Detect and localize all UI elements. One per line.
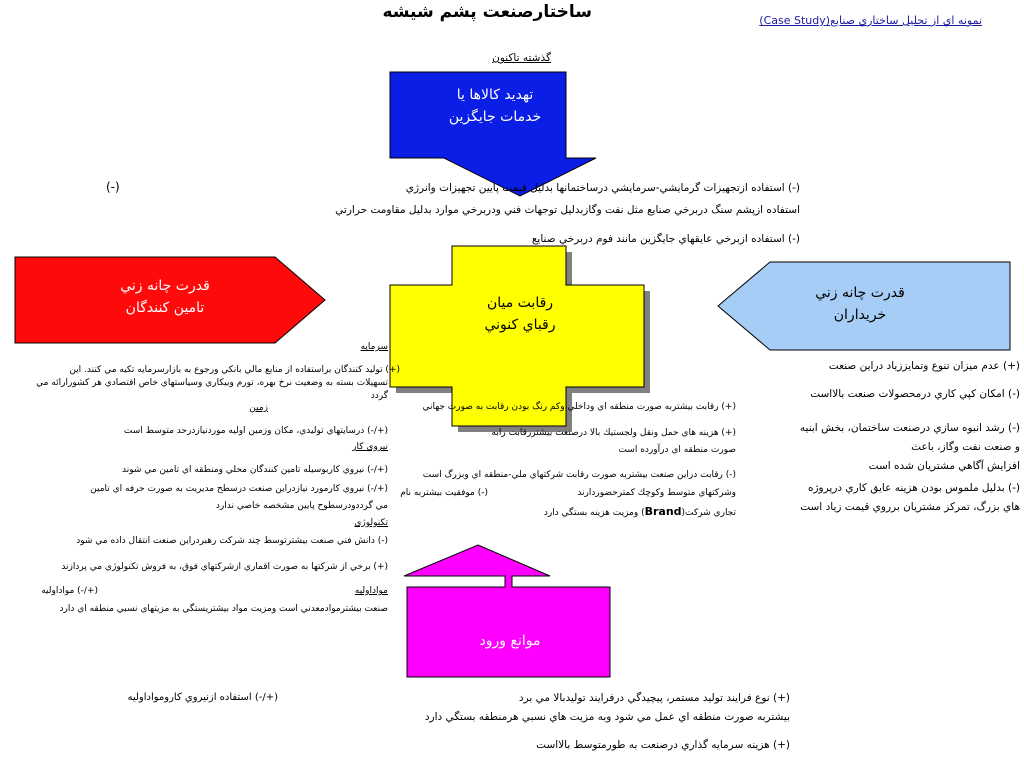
buyer-note-7: هاي بزرگ، تمركز مشتريان برروي قيمت زياد است bbox=[800, 501, 1020, 513]
materials-heading: مواداوليه bbox=[354, 586, 388, 596]
rivalry-note-5: وشركتهاي متوسط وكوچك كمترحضوردارند bbox=[577, 488, 736, 498]
buyers-label bbox=[785, 282, 935, 327]
supplier-note-6: (+/-) نيروي كارمورد نيازدراين صنعت درسطح مديريت به صورت حرفه اي تامين bbox=[90, 484, 388, 494]
supplier-note-10: (+/-) مواداوليه bbox=[41, 586, 98, 596]
suppliers-label-line1: قدرت چانه زني bbox=[120, 278, 210, 294]
buyer-note-6: (-) بدليل ملموس بودن هزينه عايق كاري درپروژه bbox=[807, 482, 1020, 494]
buyer-note-2: (-) امكان كپي كاري درمحصولات صنعت بالااست bbox=[810, 388, 1020, 400]
buyer-note-4: و صنعت نفت وگاز، باعث bbox=[911, 441, 1020, 453]
rivalry-label-line2: رقباي كنوني bbox=[484, 317, 556, 334]
case-study-link[interactable]: نمونه اي از تحليل ساختاري صنايع(Case Study) bbox=[759, 14, 982, 27]
buyers-label-line2: خريداران bbox=[833, 307, 887, 324]
entry-note-2: بيشتربه صورت منطقه اي عمل مي شود وبه مزيت هاي نسبي هرمنطقه بستگي دارد bbox=[424, 711, 790, 723]
supplier-note-9: (+) برخي از شركتها به صورت اقماري ازشركتهاي فوق، به فروش تكنولوژي مي پردازند bbox=[61, 562, 388, 572]
rivalry-note-6 bbox=[544, 505, 736, 519]
technology-heading: تكنولوژي bbox=[354, 518, 388, 528]
supplier-note-2: تسهيلات بسته به وضعيت نرخ بهره، تورم وبيكاري وسياستهاي خاص اقتصادي هر كشورارائه مي bbox=[36, 378, 388, 388]
supplier-note-8: (-) دانش فني صنعت بيشترتوسط چند شركت رهبردراين صنعت انتقال داده مي شود bbox=[76, 536, 388, 546]
entry-note-1: (+) نوع فرايند توليد مستمر، پيچيدگي درفرايند توليدبالا مي برد bbox=[518, 692, 790, 704]
rivalry-note-6c: ) ومزيت هزينه بستگي دارد bbox=[543, 508, 645, 518]
threat-note-1: (-) استفاده ازتجهيزات گرمايشي-سرمايشي درساختمانها بدليل قيمت پايين تجهيزات وانرژي bbox=[405, 182, 800, 194]
rivalry-note-4: (-) رقابت دراين صنعت بيشتربه صورت رقابت شركتهاي ملي-منطقه اي وبزرگ است bbox=[422, 470, 736, 480]
supplier-note-12: (+/-) استفاده ازنيروي كارومواداوليه bbox=[127, 692, 278, 703]
page-title: ساختارصنعت پشم شيشه bbox=[382, 2, 592, 22]
land-heading: زمين bbox=[249, 403, 268, 413]
buyer-note-5: افزايش آگاهي مشتريان شده است bbox=[868, 460, 1020, 472]
rivalry-label-line1: رقابت ميان bbox=[486, 295, 554, 311]
labor-heading: نيروي كار bbox=[352, 442, 388, 452]
threat-note-2: استفاده ازپشم سنگ دربرخي صنايع مثل نفت وگازبدليل توجهات فني ودربرخي موارد بدليل مقاومت حرارتي bbox=[335, 204, 800, 216]
suppliers-label bbox=[90, 275, 240, 320]
buyers-label-line1: قدرت چانه زني bbox=[815, 285, 905, 301]
supplier-note-3: گردد bbox=[370, 391, 388, 401]
rivalry-note-2: (+) هزينه هاي حمل ونقل ولجستيك بالا درصنعت بيشتررقابت رابه bbox=[491, 428, 736, 438]
buyer-note-3: (-) رشد انبوه سازي درصنعت ساختمان، بخش ابنيه bbox=[799, 422, 1020, 434]
rivalry-note-7: (-) موفقيت بيشتربه نام bbox=[400, 488, 488, 498]
supplier-note-1: (+) توليد كنندگان براستفاده از منابع مالي بانكي ورجوع به بازارسرمايه تكيه مي كنند. اين bbox=[69, 365, 400, 375]
rivalry-note-6a: تجاري شركت( bbox=[681, 508, 736, 518]
suppliers-label-line2: تامين كنندگان bbox=[125, 300, 205, 317]
brand-word: Brand bbox=[644, 505, 682, 518]
rivalry-note-3: صورت منطقه اي درآورده است bbox=[618, 445, 736, 455]
capital-heading: سرمايه bbox=[360, 342, 388, 352]
entry-label-line1: موانع ورود bbox=[479, 633, 541, 649]
history-label: گذشته تاكنون bbox=[492, 52, 551, 64]
entry-note-3: (+) هزينه سرمايه گذاري درصنعت به طورمتوسط بالااست bbox=[536, 739, 790, 751]
supplier-note-11: صنعت بيشترموادمعدني است ومزيت مواد بيشتريستگي به مزيتهاي نسبي منطقه اي دارد bbox=[59, 604, 388, 614]
rivalry-label bbox=[440, 292, 600, 337]
threat-label-line2: خدمات جايگزين bbox=[448, 109, 542, 126]
supplier-note-5: (+/-) نيروي كاربوسيله تامين كنندگان محلي ومنطقه اي تامين مي شوند bbox=[121, 465, 388, 475]
entry-label bbox=[420, 630, 600, 652]
threat-label bbox=[420, 84, 570, 129]
threat-minus-marker: (-) bbox=[106, 180, 120, 194]
rivalry-note-1: (+) رقابت بيشتربه صورت منطقه اي وداخلي وكم رنگ بودن رقابت به صورت جهاني bbox=[422, 402, 736, 412]
entry-arrow-shape bbox=[404, 545, 610, 677]
buyer-note-1: (+) عدم ميزان تنوع وتمايززياد دراين صنعت bbox=[828, 360, 1020, 372]
threat-note-3: (-) استفاده ازبرخي عايقهاي جايگزين مانند فوم دربرخي صنايع bbox=[531, 233, 800, 245]
supplier-note-7: مي گرددودرسطوح پايين مشخصه خاصي ندارد bbox=[215, 501, 388, 511]
threat-label-line1: تهديد كالاها يا bbox=[456, 87, 534, 103]
supplier-note-4: (+/-) درسايتهاي توليدي، مكان وزمين اوليه موردنيازدرحد متوسط است bbox=[123, 426, 388, 436]
